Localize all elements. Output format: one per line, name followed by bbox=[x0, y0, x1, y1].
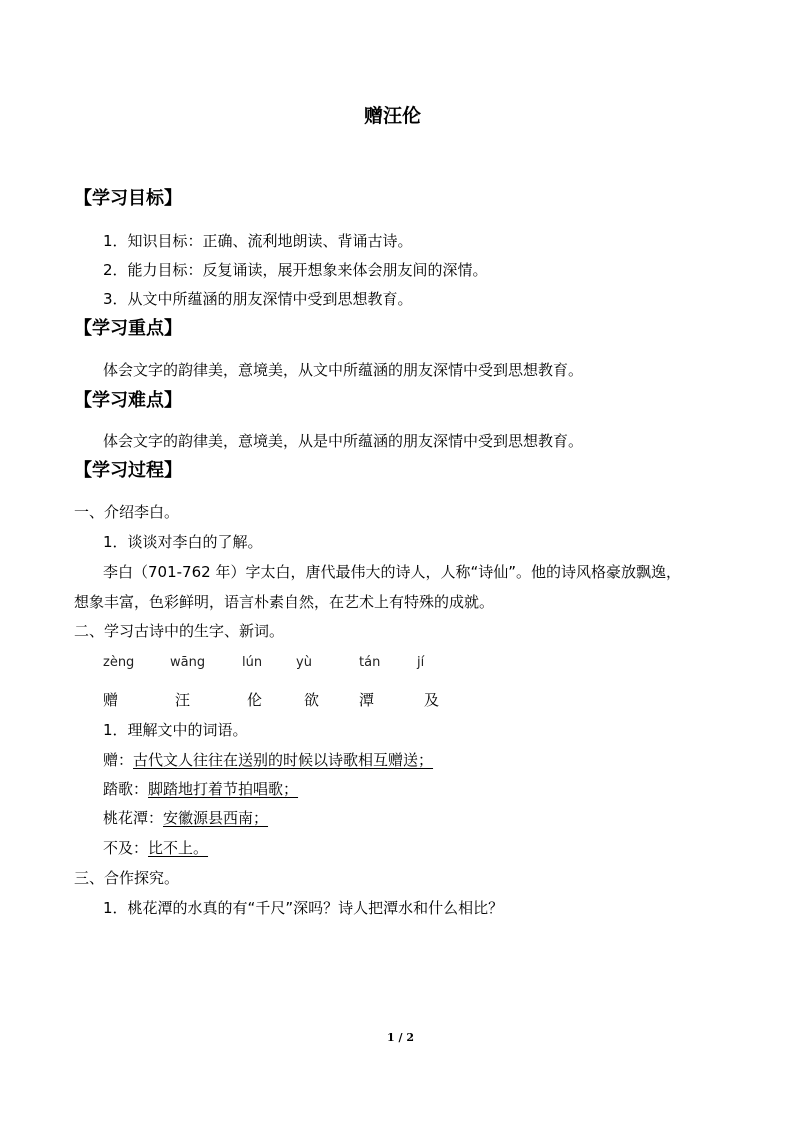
char-yu: 欲 bbox=[304, 691, 320, 709]
part2-question: 1．理解文中的词语。 bbox=[103, 721, 248, 739]
pinyin-ji: jí bbox=[417, 655, 425, 670]
char-ji: 及 bbox=[424, 691, 440, 709]
vocab-term: 桃花潭： bbox=[103, 809, 164, 827]
libai-intro-line1: 李白（701-762 年）字太白，唐代最伟大的诗人，人称“诗仙”。他的诗风格豪放飘逸， bbox=[103, 563, 681, 581]
part3-question: 1．桃花潭的水真的有“千尺”深吗？诗人把潭水和什么相比？ bbox=[103, 899, 504, 917]
difficulty-heading: 【学习难点】 bbox=[74, 390, 182, 411]
char-tan: 潭 bbox=[359, 691, 375, 709]
vocab-row bbox=[103, 750, 433, 770]
pinyin-tan: tán bbox=[359, 655, 381, 670]
vocab-row bbox=[103, 808, 268, 828]
vocab-row bbox=[103, 838, 208, 858]
goal-item-2: 2．能力目标：反复诵读，展开想象来体会朋友间的深情。 bbox=[103, 261, 488, 279]
libai-intro-line2: 想象丰富，色彩鲜明，语言朴素自然，在艺术上有特殊的成就。 bbox=[74, 593, 495, 611]
part3-title: 三、合作探究。 bbox=[74, 869, 180, 887]
process-heading: 【学习过程】 bbox=[74, 460, 182, 481]
pinyin-yu: yù bbox=[296, 655, 312, 670]
vocab-row bbox=[103, 779, 298, 799]
part2-title: 二、学习古诗中的生字、新词。 bbox=[74, 622, 285, 640]
goal-item-3: 3．从文中所蕴涵的朋友深情中受到思想教育。 bbox=[103, 290, 413, 308]
char-wang: 汪 bbox=[175, 691, 191, 709]
focus-text: 体会文字的韵律美，意境美，从文中所蕴涵的朋友深情中受到思想教育。 bbox=[103, 361, 584, 379]
pinyin-lun: lún bbox=[242, 655, 263, 670]
vocab-definition: 安徽源县西南； bbox=[163, 809, 269, 827]
vocab-term: 不及： bbox=[103, 839, 149, 857]
document-title: 赠汪伦 bbox=[364, 105, 422, 127]
vocab-definition: 脚踏地打着节拍唱歌； bbox=[148, 780, 299, 798]
vocab-term: 赠： bbox=[103, 751, 134, 769]
focus-heading: 【学习重点】 bbox=[74, 318, 182, 339]
part1-title: 一、介绍李白。 bbox=[74, 503, 180, 521]
char-zeng: 赠 bbox=[103, 691, 119, 709]
pinyin-zeng: zèng bbox=[103, 655, 135, 670]
vocab-definition: 比不上。 bbox=[148, 839, 209, 857]
vocab-definition: 古代文人往往在送别的时候以诗歌相互赠送； bbox=[133, 751, 434, 769]
vocab-term: 踏歌： bbox=[103, 780, 149, 798]
char-lun: 伦 bbox=[247, 691, 263, 709]
goals-heading: 【学习目标】 bbox=[74, 188, 182, 209]
goal-item-1: 1．知识目标：正确、流利地朗读、背诵古诗。 bbox=[103, 232, 413, 250]
pinyin-wang: wāng bbox=[170, 655, 206, 670]
part1-question: 1．谈谈对李白的了解。 bbox=[103, 533, 263, 551]
difficulty-text: 体会文字的韵律美，意境美，从是中所蕴涵的朋友深情中受到思想教育。 bbox=[103, 432, 584, 450]
page-number: 1 / 2 bbox=[387, 1031, 414, 1044]
